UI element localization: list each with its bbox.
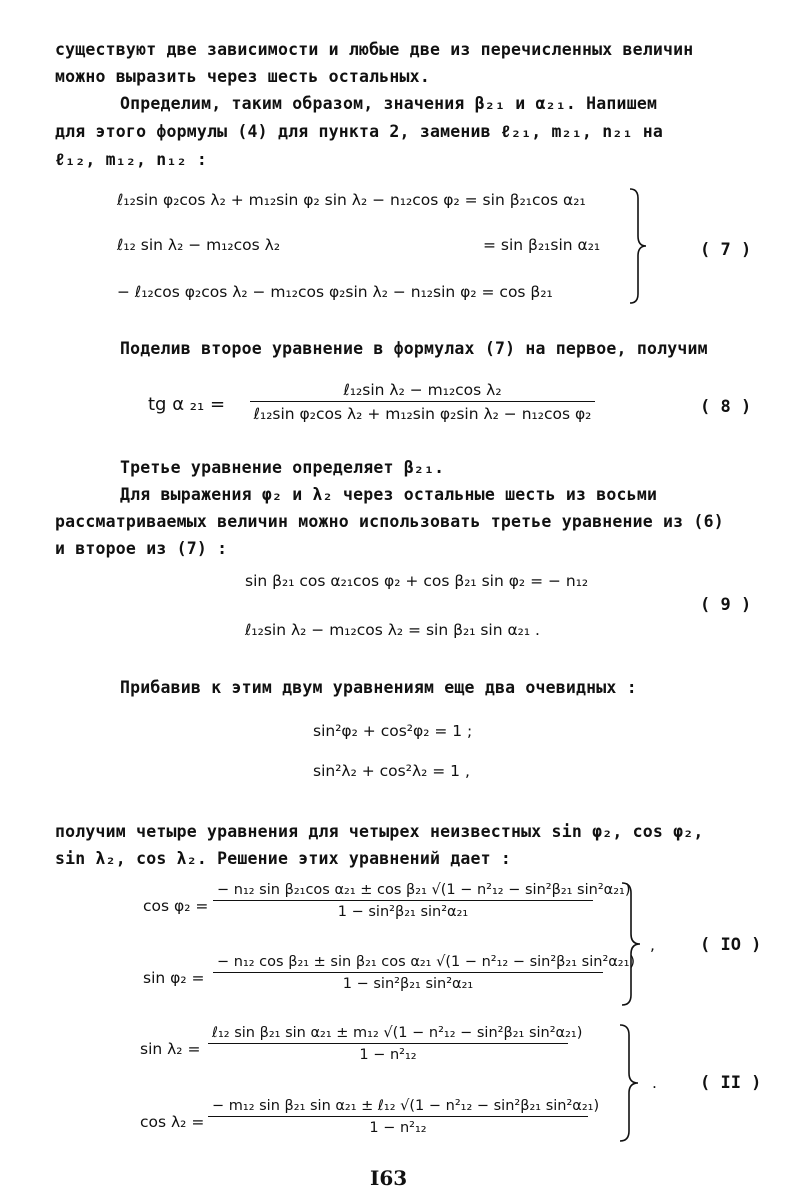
eq10-right-brace <box>620 880 644 1008</box>
text-expr-3: и второе из (7) : <box>55 539 228 558</box>
page-number: I63 <box>370 1166 408 1190</box>
eq7-row-2-right: = sin β₂₁sin α₂₁ <box>483 236 601 254</box>
eq8-fraction <box>250 381 595 423</box>
eq9-label: ( 9 ) <box>700 595 752 615</box>
eq11-sin-numerator: ℓ₁₂ sin β₂₁ sin α₂₁ ± m₁₂ √(1 − n²₁₂ − sin²β₂₁ sin²α₂₁) <box>208 1025 568 1044</box>
text-line-2: можно выразить через шесть остальных. <box>55 67 430 86</box>
eq11-sin-lhs: sin λ₂ = <box>140 1040 201 1058</box>
eq11-sin-denominator: 1 − n²₁₂ <box>359 1047 417 1063</box>
text-third: Третье уравнение определяет β₂₁. <box>120 458 445 477</box>
text-add: Прибавив к этим двум уравнениям еще два очевидных : <box>120 678 637 697</box>
eq10-cos-lhs: cos φ₂ = <box>143 897 209 915</box>
eq9-row-1: sin β₂₁ cos α₂₁cos φ₂ + cos β₂₁ sin φ₂ = − n₁₂ <box>245 572 589 590</box>
eq9-row-2: ℓ₁₂sin λ₂ − m₁₂cos λ₂ = sin β₂₁ sin α₂₁ . <box>245 621 540 639</box>
eq11-cos-denominator: 1 − n²₁₂ <box>369 1120 427 1136</box>
eq7-row-3: − ℓ₁₂cos φ₂cos λ₂ − m₁₂cos φ₂sin λ₂ − n₁₂sin φ₂ = cos β₂₁ <box>117 283 553 301</box>
eq11-cos-lhs: cos λ₂ = <box>140 1113 205 1131</box>
eq10-cos-fraction <box>213 882 631 920</box>
eq10-comma: , <box>650 936 655 954</box>
eq7-label: ( 7 ) <box>700 240 752 260</box>
eq11-dot: . <box>652 1074 657 1092</box>
eq8-denominator: ℓ₁₂sin φ₂cos λ₂ + m₁₂sin φ₂sin λ₂ − n₁₂cos φ₂ <box>253 405 592 423</box>
eq10-cos-denominator: 1 − sin²β₂₁ sin²α₂₁ <box>337 904 469 920</box>
text-line-1: существуют две зависимости и любые две из перечисленных величин <box>55 40 694 59</box>
text-expr-2: рассматриваемых величин можно использовать третье уравнение из (6) <box>55 512 724 531</box>
eq8-numerator: ℓ₁₂sin λ₂ − m₁₂cos λ₂ <box>250 381 595 402</box>
eq7-row-1: ℓ₁₂sin φ₂cos λ₂ + m₁₂sin φ₂ sin λ₂ − n₁₂cos φ₂ = sin β₂₁cos α₂₁ <box>117 191 586 209</box>
eq10-cos-numerator: − n₁₂ sin β₂₁cos α₂₁ ± cos β₂₁ √(1 − n²₁₂ − sin²β₂₁ sin²α₂₁) <box>213 882 593 901</box>
eq11-label: ( II ) <box>700 1073 762 1093</box>
text-divide: Поделив второе уравнение в формулах (7) на первое, получим <box>120 339 708 358</box>
text-line-4: для этого формулы (4) для пункта 2, заменив ℓ₂₁, m₂₁, n₂₁ на <box>55 122 663 141</box>
eq11-sin-fraction <box>208 1025 583 1063</box>
eq10-sin-denominator: 1 − sin²β₂₁ sin²α₂₁ <box>342 976 474 992</box>
eq8-label: ( 8 ) <box>700 397 752 417</box>
eq8-lhs: tg α ₂₁ = <box>148 394 226 415</box>
eq11-cos-fraction <box>208 1098 600 1136</box>
text-expr-1: Для выражения φ₂ и λ₂ через остальные шесть из восьми <box>120 485 658 504</box>
eq10-sin-fraction <box>213 954 636 992</box>
text-line-5: ℓ₁₂, m₁₂, n₁₂ : <box>55 150 207 169</box>
identity-phi: sin²φ₂ + cos²φ₂ = 1 ; <box>313 722 473 740</box>
text-get-1: получим четыре уравнения для четырех неизвестных sin φ₂, cos φ₂, <box>55 822 704 841</box>
identity-lambda: sin²λ₂ + cos²λ₂ = 1 , <box>313 762 470 780</box>
eq7-right-brace <box>628 186 650 306</box>
eq7-row-2-left: ℓ₁₂ sin λ₂ − m₁₂cos λ₂ <box>117 236 281 254</box>
eq11-right-brace <box>618 1022 642 1144</box>
eq10-label: ( IO ) <box>700 935 762 955</box>
eq10-sin-lhs: sin φ₂ = <box>143 969 205 987</box>
eq11-cos-numerator: − m₁₂ sin β₂₁ sin α₂₁ ± ℓ₁₂ √(1 − n²₁₂ − sin²β₂₁ sin²α₂₁) <box>208 1098 588 1117</box>
text-line-3: Определим, таким образом, значения β₂₁ и α₂₁. Напишем <box>120 94 658 113</box>
text-get-2: sin λ₂, cos λ₂. Решение этих уравнений дает : <box>55 849 512 868</box>
eq10-sin-numerator: − n₁₂ cos β₂₁ ± sin β₂₁ cos α₂₁ √(1 − n²₁₂ − sin²β₂₁ sin²α₂₁) <box>213 954 603 973</box>
